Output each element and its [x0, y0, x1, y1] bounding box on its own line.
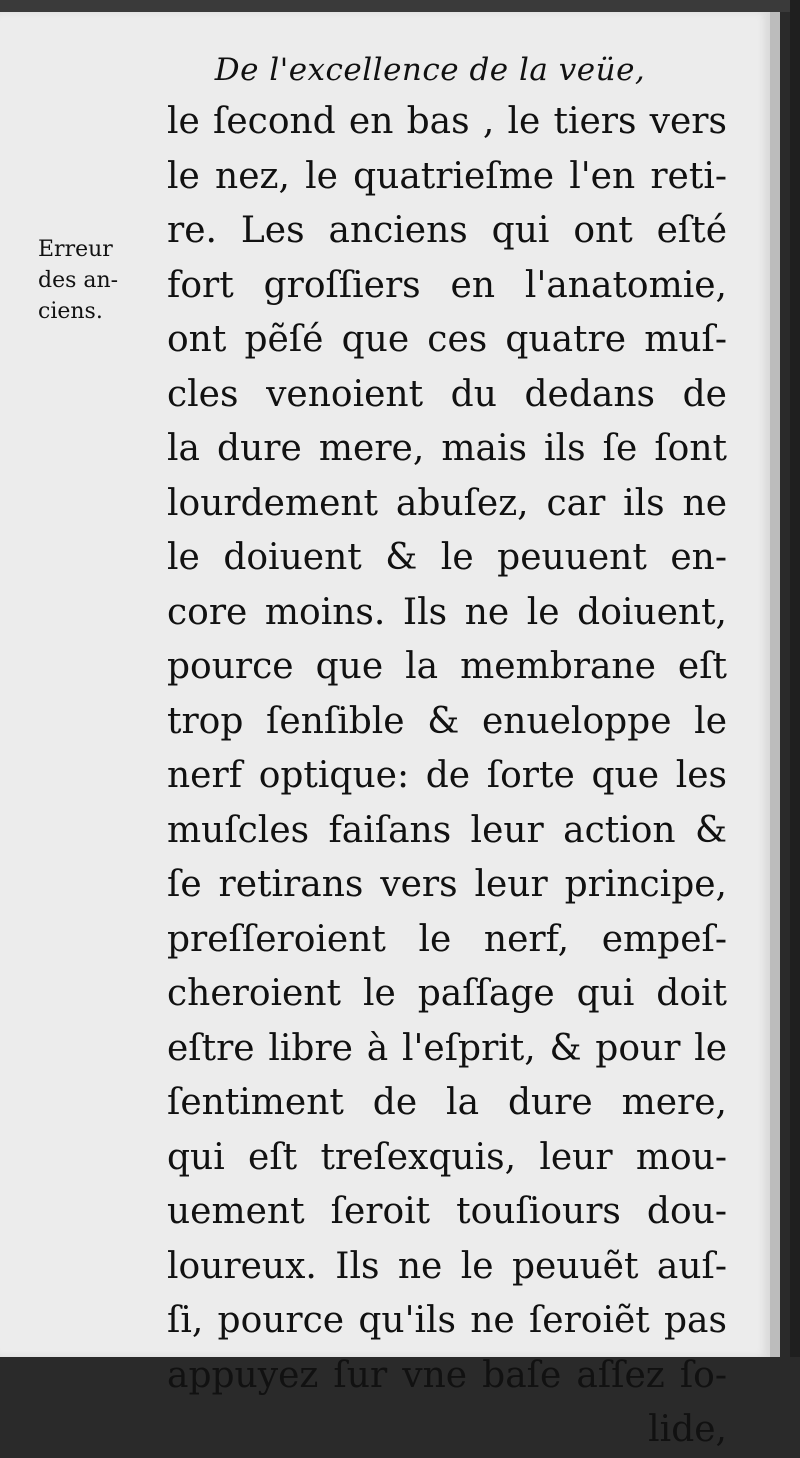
text-line: le ſecond en bas , le tiers vers — [167, 101, 727, 142]
text-line: lide, — [648, 1409, 727, 1450]
text-line: trop ſenſible & enueloppe le — [167, 700, 727, 742]
body-text — [167, 95, 727, 1458]
text-line: le doiuent & le peuuent en- — [167, 537, 727, 578]
text-line: muſcles faiſans leur action & — [167, 809, 727, 851]
text-line: core moins. Ils ne le doiuent, — [167, 591, 727, 633]
scan-right-edge — [790, 0, 800, 1357]
running-head: De l'excellence de la veüe, — [214, 52, 646, 88]
text-line: loureux. Ils ne le peuuẽt auſ- — [167, 1245, 727, 1287]
text-line: ſentiment de la dure mere, — [167, 1082, 727, 1123]
text-line: re. Les anciens qui ont eſté — [167, 210, 727, 251]
text-line: uement ſeroit touſiours dou- — [167, 1191, 727, 1232]
text-line: preſſeroient le nerf, empeſ- — [167, 918, 727, 960]
margin-note-line: ciens. — [38, 299, 103, 324]
book-page — [0, 12, 780, 1450]
text-line: fort groſſiers en l'anatomie, — [167, 264, 727, 306]
text-line: ont pẽſé que ces quatre muſ- — [167, 319, 727, 360]
text-line: appuyez ſur vne baſe aſſez ſo- — [167, 1354, 727, 1396]
margin-note — [38, 234, 148, 327]
text-line: pource que la membrane eſt — [167, 646, 727, 687]
scan-top-edge — [0, 0, 800, 12]
text-line: la dure mere, mais ils ſe ſont — [167, 428, 727, 469]
margin-note-line: des an- — [38, 268, 119, 293]
text-line: ſe retirans vers leur principe, — [167, 864, 727, 905]
text-line: lourdement abuſez, car ils ne — [167, 482, 727, 524]
text-line: eſtre libre à l'eſprit, & pour le — [167, 1027, 727, 1069]
margin-note-line: Erreur — [38, 237, 113, 262]
text-line: nerf optique: de ſorte que les — [167, 755, 727, 796]
text-line: qui eſt treſexquis, leur mou- — [167, 1136, 727, 1178]
text-line: cles venoient du dedans de — [167, 373, 727, 415]
text-line: cheroient le paſſage qui doit — [167, 973, 727, 1014]
text-line: ſi, pource qu'ils ne ſeroiẽt pas — [167, 1300, 727, 1341]
text-line: le nez, le quatrieſme l'en reti- — [167, 155, 727, 197]
